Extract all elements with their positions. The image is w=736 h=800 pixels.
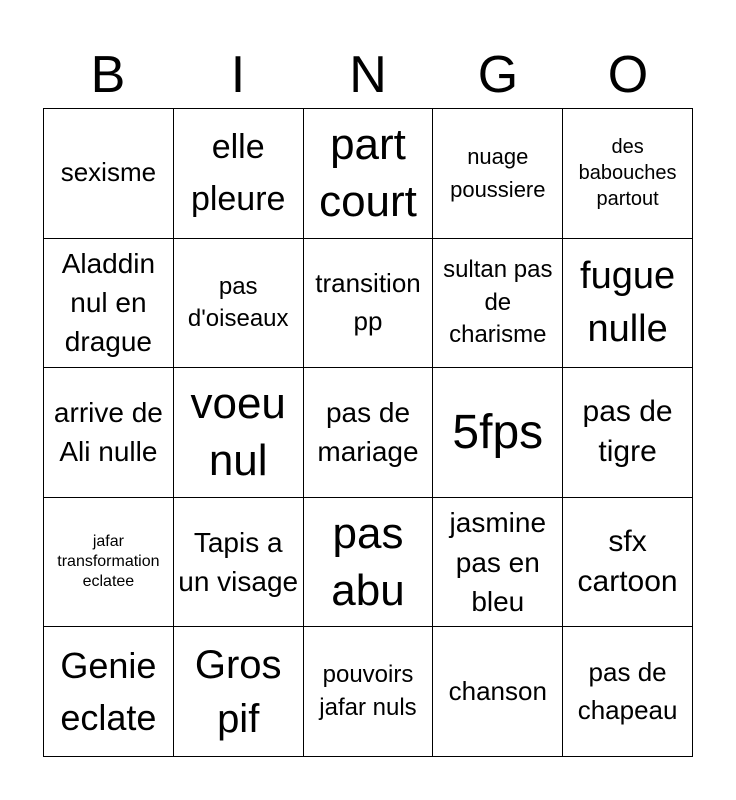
cell-text: des babouches partout [578, 136, 677, 211]
bingo-cell[interactable] [174, 498, 304, 628]
bingo-cell[interactable] [563, 498, 693, 628]
bingo-header [43, 42, 693, 108]
bingo-cell[interactable] [563, 239, 693, 369]
bingo-cell[interactable] [304, 627, 434, 757]
bingo-card-grid [43, 108, 693, 757]
bingo-cell[interactable] [433, 498, 563, 628]
cell-text: Aladdin nul en drague [61, 248, 156, 358]
cell-text: sexisme [60, 157, 157, 188]
bingo-cell[interactable] [304, 109, 434, 239]
cell-text: pouvoirs jafar nuls [319, 661, 417, 721]
bingo-cell[interactable] [433, 627, 563, 757]
cell-text: 5fps [452, 405, 544, 459]
cell-text: jasmine pas en bleu [449, 507, 547, 617]
bingo-cell[interactable] [174, 627, 304, 757]
cell-text: pas abu [331, 508, 405, 616]
bingo-cell[interactable] [563, 627, 693, 757]
bingo-cell[interactable] [44, 627, 174, 757]
cell-text: voeu nul [190, 379, 286, 486]
header-letter-g: G [477, 46, 519, 104]
bingo-cell[interactable] [304, 368, 434, 498]
cell-text: Gros pif [194, 642, 282, 741]
bingo-cell[interactable] [44, 239, 174, 369]
cell-text: pas de chapeau [577, 657, 678, 725]
cell-text: sfx cartoon [577, 524, 678, 599]
bingo-cell[interactable] [563, 109, 693, 239]
bingo-cell[interactable] [304, 239, 434, 369]
cell-text: pas de mariage [317, 397, 419, 468]
cell-text: Tapis a un visage [178, 526, 299, 598]
cell-text: chanson [448, 675, 547, 706]
cell-text: transition pp [315, 268, 421, 336]
bingo-cell[interactable] [174, 109, 304, 239]
bingo-cell[interactable] [433, 239, 563, 369]
bingo-cell[interactable] [44, 498, 174, 628]
cell-text: Genie eclate [60, 644, 157, 738]
header-letter-b: B [90, 46, 126, 104]
bingo-cell[interactable] [44, 109, 174, 239]
cell-text: elle pleure [190, 127, 286, 219]
cell-text: nuage poussiere [450, 144, 546, 203]
header-letter-o: O [607, 46, 649, 104]
cell-text: jafar transformation eclatee [57, 533, 160, 591]
cell-text: fugue nulle [580, 254, 676, 350]
cell-text: pas d'oiseaux [187, 272, 289, 332]
header-letter-n: N [349, 46, 387, 104]
bingo-cell[interactable] [44, 368, 174, 498]
cell-text: arrive de Ali nulle [53, 397, 163, 468]
bingo-cell[interactable] [304, 498, 434, 628]
cell-text: pas de tigre [582, 394, 673, 469]
cell-text: part court [319, 120, 417, 227]
bingo-cell[interactable] [174, 239, 304, 369]
bingo-cell[interactable] [563, 368, 693, 498]
bingo-cell[interactable] [433, 109, 563, 239]
bingo-cell[interactable] [433, 368, 563, 498]
header-letter-i: I [230, 46, 246, 104]
cell-text: sultan pas de charisme [443, 256, 553, 349]
bingo-cell[interactable] [174, 368, 304, 498]
